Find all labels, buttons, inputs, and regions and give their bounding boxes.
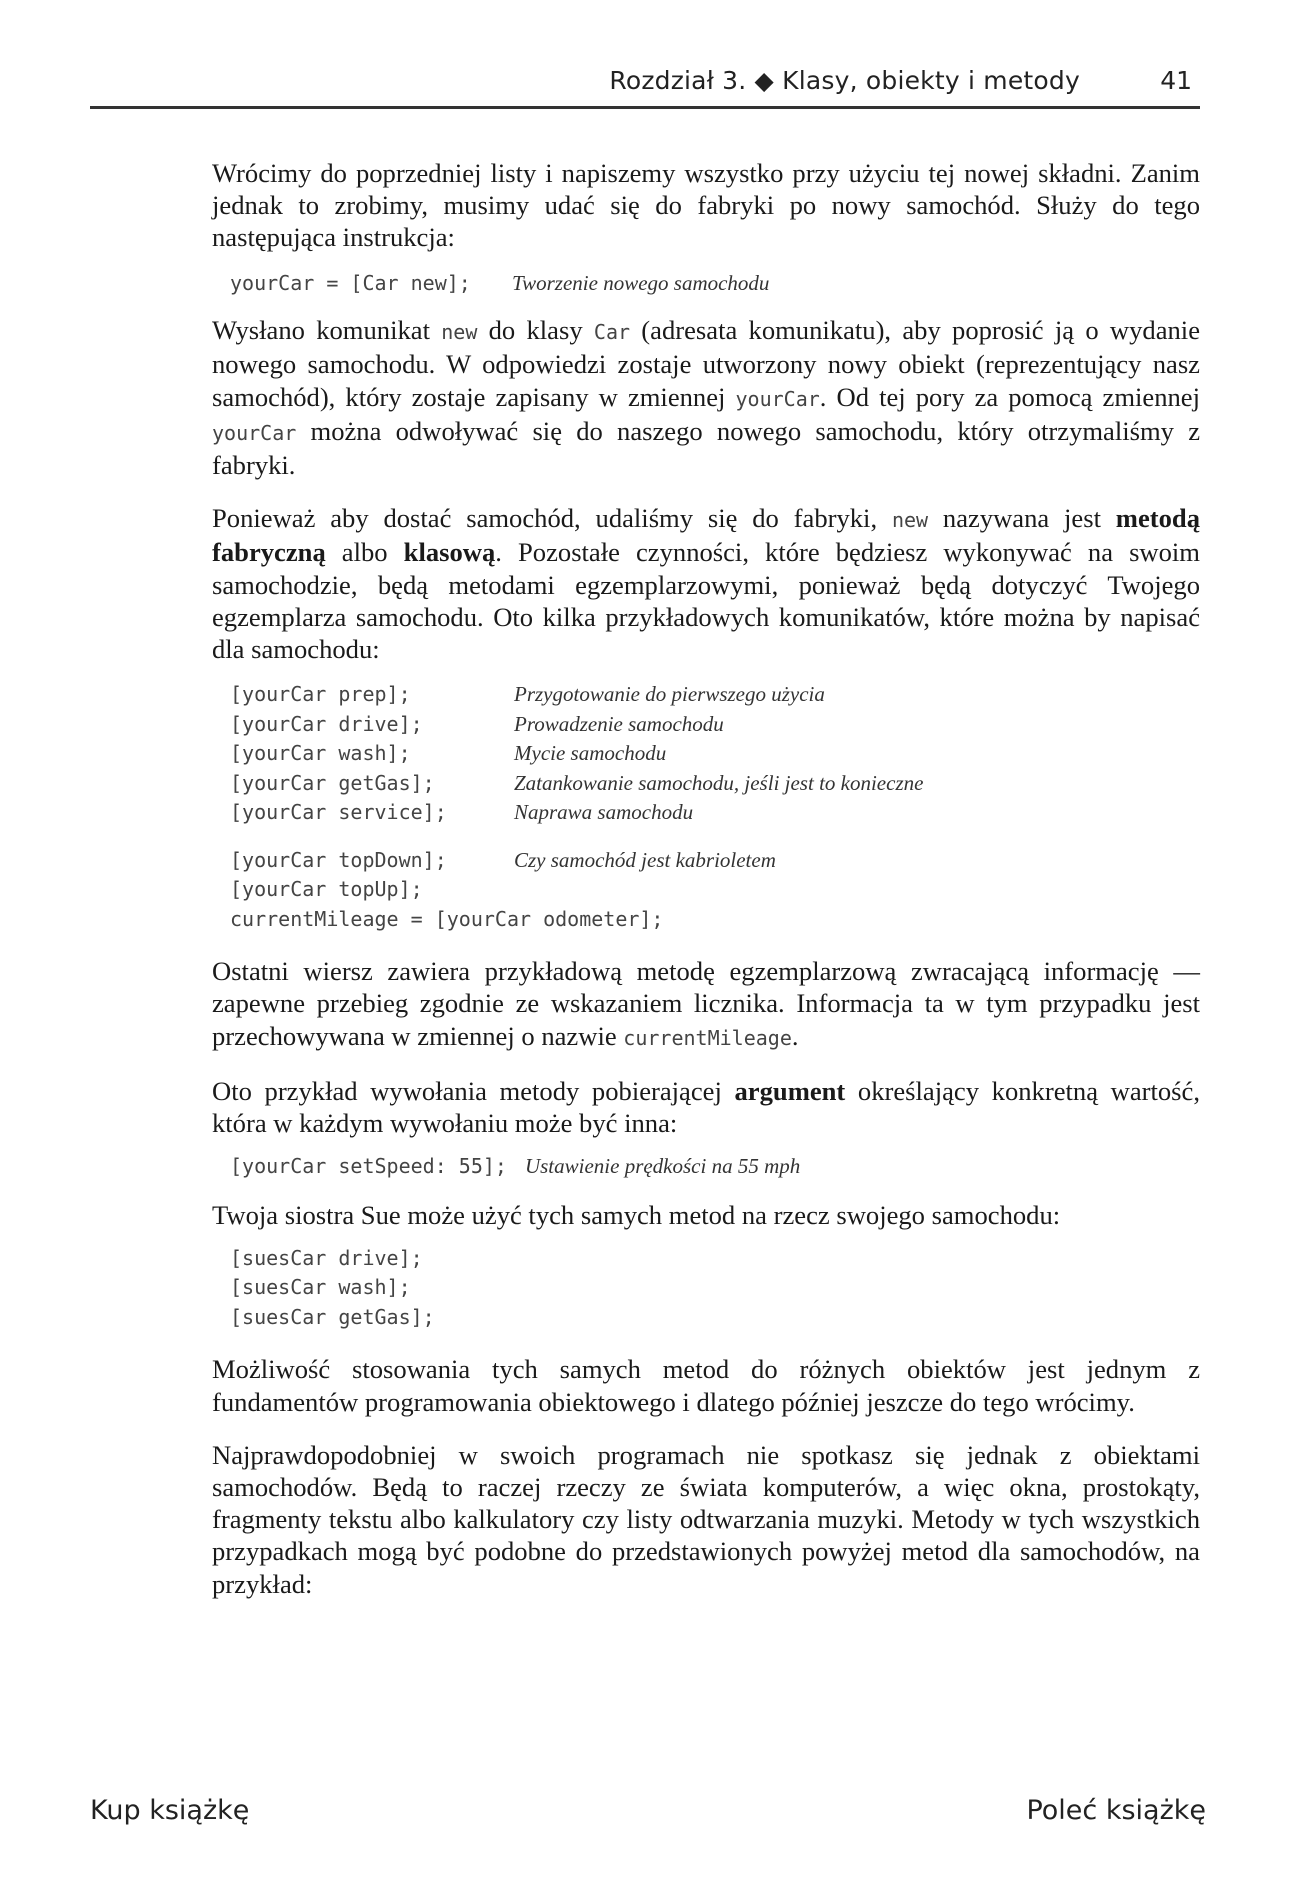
inline-code: yourCar (212, 420, 297, 445)
page-body (212, 157, 1200, 1600)
term-argument: argument (734, 1075, 846, 1106)
term-class-method: klasową (403, 537, 496, 568)
code-block-1 (230, 268, 769, 298)
code-line: [yourCar wash]; (230, 741, 411, 766)
running-title: Rozdział 3. ◆ Klasy, obiekty i metody (609, 66, 1080, 95)
code-line: [yourCar topDown]; (230, 847, 447, 872)
code-block-5 (230, 1243, 435, 1332)
code-line: [yourCar setSpeed: 55]; (230, 1154, 507, 1179)
code-row (230, 904, 776, 934)
inline-code: new (891, 508, 929, 533)
code-row (230, 874, 776, 904)
paragraph-6: Twoja siostra Sue może użyć tych samych metod na rzecz swojego samochodu: (212, 1199, 1061, 1230)
code-row (230, 1302, 435, 1332)
paragraph-7: Możliwość stosowania tych samych metod do różnych obiektów jest jednym z fundamentów programowania obiektowego i dlatego później jeszcze do tego wrócimy. (212, 1354, 1200, 1417)
code-comment: Przygotowanie do pierwszego użycia (514, 682, 825, 707)
inline-code: new (441, 320, 478, 345)
running-header (90, 64, 1200, 104)
code-comment: Czy samochód jest kabrioletem (514, 847, 776, 872)
inline-code: yourCar (735, 386, 820, 411)
code-row (230, 679, 923, 709)
inline-code: Car (593, 320, 631, 345)
code-comment: Naprawa samochodu (514, 800, 694, 825)
code-comment: Prowadzenie samochodu (514, 711, 724, 736)
term-factory-method: metodą fabryczną (212, 503, 1200, 568)
paragraph-3: Ponieważ aby dostać samochód, udaliśmy się do fabryki, new nazywana jest metodą fabryczną albo klasową. Pozostałe czynności, które będziesz wykonywać na swoim samochodzie, będą metodami egzemplarzowymi, ponieważ będą dotyczyć Twojego egzemplarza samochodu. Oto kilka przykładowych komunikatów, które można by napisać dla samochodu: (212, 503, 1200, 664)
code-line: [yourCar getGas]; (230, 770, 435, 795)
paragraph-1: Wrócimy do poprzedniej listy i napiszemy wszystko przy użyciu tej nowej składni. Zanim jednak to zrobimy, musimy udać się do fabryki po nowy samochód. Służy do tego następująca instrukcja: (212, 158, 1200, 253)
code-line: [suesCar drive]; (230, 1245, 423, 1270)
code-line: [suesCar wash]; (230, 1275, 411, 1300)
paragraph-8: Najprawdopodobniej w swoich programach nie spotkasz się jednak z obiektami samochodów. Będą to raczej rzeczy ze świata komputerów, a więc okna, prostokąty, fragmenty tekstu albo kalkulatory czy listy odtwarzania muzyki. Metody w tych wszystkich przypadkach mogą być podobne do przedstawionych powyżej metod dla samochodów, na przykład: (212, 1439, 1200, 1599)
recommend-book-link[interactable]: Poleć książkę (1026, 1795, 1206, 1826)
code-comment: Ustawienie prędkości na 55 mph (524, 1154, 801, 1179)
paragraph-2: Wysłano komunikat new do klasy Car (adresata komunikatu), aby poprosić ją o wydanie nowego samochodu. W odpowiedzi zostaje utworzony nowy obiekt (reprezentujący nasz samochód), który zostaje zapisany w zmiennej yourCar. Od tej pory za pomocą zmiennej yourCar można odwoływać się do naszego nowego samochodu, który otrzymaliśmy z fabryki. (212, 315, 1200, 480)
code-row (230, 1272, 435, 1302)
code-row (230, 738, 923, 768)
buy-book-link[interactable]: Kup książkę (90, 1795, 250, 1826)
code-line: [yourCar topUp]; (230, 877, 423, 902)
page-number: 41 (1160, 66, 1192, 95)
code-row (230, 768, 923, 798)
paragraph-5: Oto przykład wywołania metody pobierającej argument określający konkretną wartość, która w każdym wywołaniu może być inna: (212, 1075, 1200, 1138)
code-block-3 (230, 845, 776, 934)
code-line: [yourCar prep]; (230, 682, 411, 707)
code-row (230, 268, 769, 298)
code-block-4 (230, 1151, 800, 1181)
code-block-2 (230, 679, 923, 827)
code-row (230, 709, 923, 739)
code-row (230, 845, 776, 875)
code-comment: Tworzenie nowego samochodu (512, 270, 770, 295)
code-row (230, 1243, 435, 1273)
code-line: [suesCar getGas]; (230, 1304, 435, 1329)
code-line: [yourCar drive]; (230, 711, 423, 736)
code-line: currentMileage = [yourCar odometer]; (230, 906, 664, 931)
header-rule (90, 106, 1200, 109)
code-row (230, 797, 923, 827)
code-line: [yourCar service]; (230, 800, 447, 825)
paragraph-4: Ostatni wiersz zawiera przykładową metodę egzemplarzową zwracającą informację — zapewne przebieg zgodnie ze wskazaniem licznika. Informacja ta w tym przypadku jest przechowywana w zmiennej o nazwie currentMileage. (212, 956, 1200, 1051)
inline-code: currentMileage (623, 1025, 792, 1050)
code-row (230, 1151, 800, 1181)
code-comment: Mycie samochodu (514, 741, 667, 766)
code-line: yourCar = [Car new]; (230, 270, 471, 295)
code-comment: Zatankowanie samochodu, jeśli jest to konieczne (514, 770, 924, 795)
